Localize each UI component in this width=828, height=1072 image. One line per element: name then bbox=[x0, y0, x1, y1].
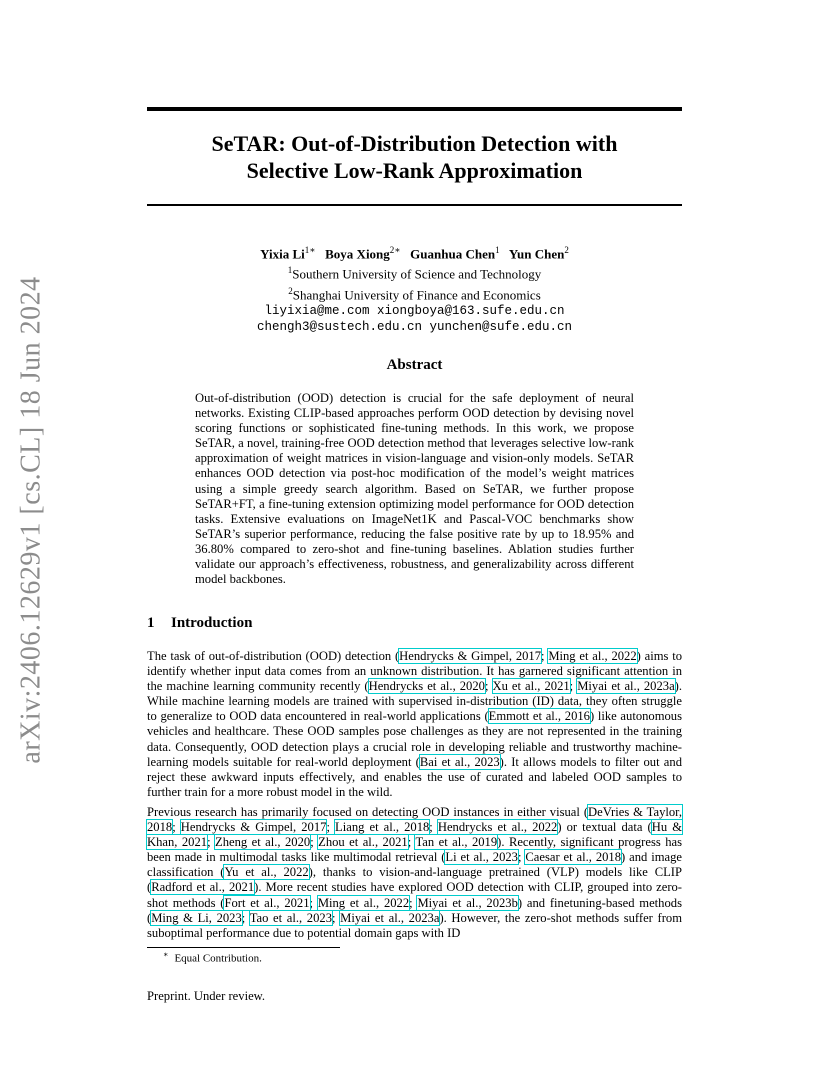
author-mark: 2∗ bbox=[389, 245, 401, 255]
footnote-text: Equal Contribution. bbox=[174, 952, 262, 965]
paragraph-text: ; bbox=[309, 895, 318, 910]
paragraph-text: ) and image classification ( bbox=[147, 850, 682, 880]
arxiv-stamp bbox=[8, 240, 56, 800]
citation-link[interactable]: Miyai et al., 2023b bbox=[417, 895, 518, 910]
paragraph-text: ; bbox=[207, 835, 216, 850]
citation-link[interactable]: Hendrycks & Gimpel, 2017 bbox=[399, 649, 542, 663]
footnote-mark: ∗ bbox=[163, 950, 169, 959]
affiliation-name: Southern University of Science and Technology bbox=[292, 266, 542, 282]
abstract-heading: Abstract bbox=[386, 357, 443, 373]
citation-link[interactable]: Ming et al., 2022 bbox=[548, 649, 637, 663]
arxiv-identifier: arXiv:2406.12629v1 [cs.CL] 18 Jun 2024 bbox=[16, 276, 47, 764]
footnote-rule bbox=[147, 947, 340, 948]
affiliation-name: Shanghai University of Finance and Economics bbox=[292, 286, 541, 302]
citation-link[interactable]: Emmott et al., 2016 bbox=[488, 709, 590, 724]
paragraph-text: ; bbox=[517, 850, 526, 865]
paragraph-text: ; bbox=[407, 835, 416, 850]
author-name: Yixia Li bbox=[260, 246, 305, 262]
paragraph-text: ). Recently, significant progress has been made in multimodal tasks like multimodal retrieval ( bbox=[147, 835, 682, 865]
citation-link[interactable]: Fort et al., 2021 bbox=[224, 895, 310, 910]
paragraph-text: ; bbox=[541, 649, 549, 663]
citation-link[interactable]: Tan et al., 2019 bbox=[415, 835, 498, 850]
paragraph-text: ; bbox=[429, 820, 438, 835]
author-names bbox=[147, 242, 682, 262]
affiliation-mark: 2 bbox=[288, 285, 293, 296]
paragraph-text: ; bbox=[569, 679, 578, 694]
paragraph-text: The task of out-of-distribution (OOD) detection ( bbox=[147, 649, 400, 663]
paragraph-text: ) and finetuning-based methods ( bbox=[147, 895, 682, 925]
author-mark: 1∗ bbox=[304, 245, 316, 255]
citation-link[interactable]: Ming & Li, 2023 bbox=[151, 910, 242, 925]
title-bottom-rule bbox=[147, 204, 682, 206]
paragraph-text: ) or textual data ( bbox=[557, 820, 652, 835]
paragraph-text: ). It allows models to filter out and reject these awkward inputs effectively, and enables the use of curated and labeled OOD samples to further train for a more robust model in the wild. bbox=[147, 754, 682, 799]
email-line-2: chengh3@sustech.edu.cn yunchen@sufe.edu.cn bbox=[256, 319, 573, 334]
paragraph-text: ; bbox=[332, 910, 341, 925]
paragraph-text: ), thanks to vision-and-language pretrained (VLP) models like CLIP ( bbox=[147, 865, 682, 895]
citation-link[interactable]: Hendrycks et al., 2020 bbox=[368, 679, 485, 694]
section-title: Introduction bbox=[171, 615, 253, 631]
intro-paragraph-1 bbox=[147, 649, 682, 800]
author-name: Yun Chen bbox=[508, 246, 565, 262]
citation-link[interactable]: Liang et al., 2018 bbox=[335, 820, 430, 835]
paragraph-text: ). However, the zero-shot methods suffer from suboptimal performance due to potential domain gaps with ID bbox=[147, 910, 683, 940]
citation-link[interactable]: DeVries & Taylor, 2018 bbox=[147, 805, 682, 835]
citation-link[interactable]: Li et al., 2023 bbox=[445, 850, 518, 865]
intro-paragraph-2 bbox=[147, 805, 682, 941]
citation-link[interactable]: Xu et al., 2021 bbox=[492, 679, 570, 694]
section-number: 1 bbox=[147, 615, 155, 631]
affiliation-mark: 1 bbox=[287, 265, 293, 276]
preprint-note: Preprint. Under review. bbox=[147, 989, 266, 1003]
citation-link[interactable]: Hendrycks et al., 2022 bbox=[437, 820, 558, 835]
citation-link[interactable]: Zheng et al., 2020 bbox=[215, 835, 311, 850]
affiliation bbox=[147, 283, 682, 303]
citation-link[interactable]: Radford et al., 2021 bbox=[151, 880, 255, 895]
citation-link[interactable]: Bai et al., 2023 bbox=[419, 754, 500, 769]
author-block bbox=[147, 242, 682, 335]
title-line-1: SeTAR: Out-of-Distribution Detection with bbox=[211, 131, 618, 156]
author-mark: 2 bbox=[564, 245, 569, 255]
citation-link[interactable]: Miyai et al., 2023a bbox=[577, 679, 675, 694]
paragraph-text: ; bbox=[409, 895, 418, 910]
paragraph-text: ; bbox=[172, 820, 181, 835]
citation-link[interactable]: Tao et al., 2023 bbox=[249, 910, 332, 925]
citation-link[interactable]: Miyai et al., 2023a bbox=[340, 910, 440, 925]
title-top-rule bbox=[147, 107, 682, 111]
title-line-2: Selective Low-Rank Approximation bbox=[246, 158, 583, 183]
paragraph-text: ; bbox=[484, 679, 493, 694]
section-heading bbox=[147, 615, 252, 632]
paragraph-text: ). While machine learning models are trained with supervised in-distribution (ID) data, they often struggle to generalize to OOD data encountered in real-world applications ( bbox=[147, 679, 683, 724]
paragraph-text: ; bbox=[241, 910, 250, 925]
paragraph-text: Previous research has primarily focused on detecting OOD instances in either visual ( bbox=[147, 805, 589, 819]
citation-link[interactable]: Ming et al., 2022 bbox=[317, 895, 410, 910]
author-name: Boya Xiong bbox=[325, 246, 390, 262]
abstract-text: Out-of-distribution (OOD) detection is crucial for the safe deployment of neural networks. Existing CLIP-based approaches perform OOD detection by devising novel scoring functions or sophisticated fine-tuning methods. In this work, we propose SeTAR, a novel, training-free OOD detection method that leverages selective low-rank approximation of weight matrices in vision-language and vision-only models. SeTAR enhances OOD detection via post-hoc modification of the model’s weight matrices using a simple greedy search algorithm. Based on SeTAR, we further propose SeTAR+FT, a fine-tuning extension optimizing model performance for OOD detection tasks. Extensive evaluations on ImageNet1K and Pascal-VOC benchmarks show SeTAR’s superior performance, reducing the false positive rate by up to 18.95% and 36.80% compared to zero-shot and fine-tuning baselines. Ablation studies further validate our approach’s effectiveness, robustness, and generalizability across different model backbones. bbox=[195, 391, 634, 587]
citation-link[interactable]: Yu et al., 2022 bbox=[224, 865, 309, 880]
paragraph-text: ) aims to identify whether input data comes from an unknown distribution. It has garnered significant attention in the machine learning community recently ( bbox=[147, 649, 682, 694]
paragraph-text: ; bbox=[310, 835, 319, 850]
paragraph-text: ) like autonomous vehicles and healthcare. These OOD samples pose challenges as they are not represented in the training data. Consequently, OOD detection plays a crucial role in developing reliable and trustworthy machine-learning models suitable for real-world deployment ( bbox=[147, 709, 682, 769]
paper-title bbox=[147, 130, 682, 184]
paragraph-text: ). More recent studies have explored OOD detection with CLIP, grouped into zero-shot methods ( bbox=[147, 880, 683, 910]
author-name: Guanhua Chen bbox=[410, 246, 496, 262]
citation-link[interactable]: Hu & Khan, 2021 bbox=[147, 820, 682, 850]
author-mark: 1 bbox=[495, 245, 500, 255]
paragraph-text: ; bbox=[326, 820, 336, 835]
email-line-1: liyixia@me.com xiongboya@163.sufe.edu.cn bbox=[264, 303, 565, 318]
footnote bbox=[163, 950, 262, 965]
citation-link[interactable]: Caesar et al., 2018 bbox=[525, 850, 622, 865]
affiliation bbox=[147, 262, 682, 282]
citation-link[interactable]: Hendrycks & Gimpel, 2017 bbox=[180, 820, 327, 835]
citation-link[interactable]: Zhou et al., 2021 bbox=[318, 835, 408, 850]
